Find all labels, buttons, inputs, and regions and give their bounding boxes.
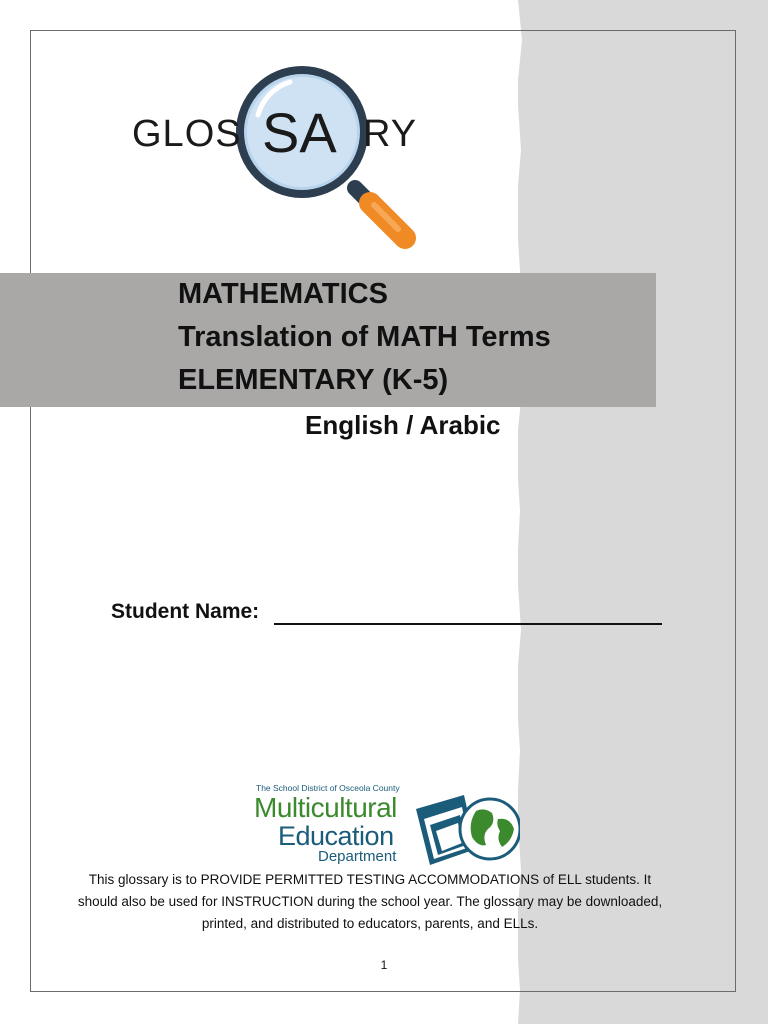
title-line-3: ELEMENTARY (K-5): [178, 364, 449, 396]
logo-multicultural-text: Multicultural: [254, 792, 397, 823]
multicultural-education-logo: [252, 783, 522, 869]
student-name-field[interactable]: [274, 623, 662, 625]
logo-text-right: RY: [363, 113, 418, 155]
book-globe-icon: [412, 789, 520, 869]
glossary-logo: [130, 60, 430, 255]
logo-text-left: GLOS: [132, 113, 242, 155]
document-title: [178, 273, 551, 402]
student-name-label: Student Name:: [111, 600, 260, 623]
logo-text-middle: SA: [262, 101, 337, 164]
language-subtitle: English / Arabic: [305, 410, 501, 440]
logo-education-text: Education: [278, 821, 394, 851]
district-name: The School District of Osceola County: [256, 783, 400, 793]
title-line-1: MATHEMATICS: [178, 278, 388, 310]
glossary-notice: This glossary is to PROVIDE PERMITTED TESTING ACCOMMODATIONS of ELL students. It should also be used for INSTRUCTION during the school year. The glossary may be downloaded, printed, and distributed to educators, parents, and ELLs.: [77, 872, 663, 931]
title-line-2: Translation of MATH Terms: [178, 321, 551, 353]
page-number: 1: [380, 958, 388, 972]
logo-department-text: Department: [318, 848, 397, 865]
